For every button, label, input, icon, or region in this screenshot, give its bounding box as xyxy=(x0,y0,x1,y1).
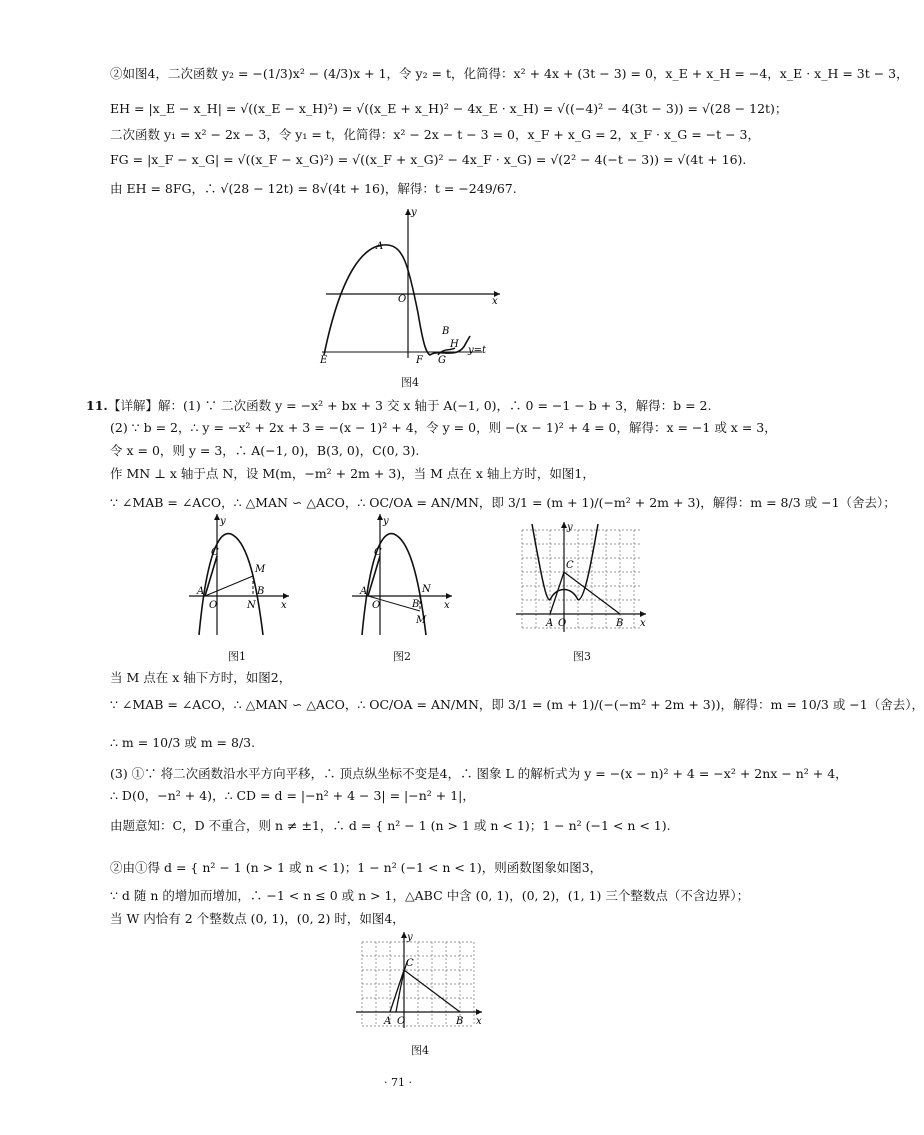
fig2-label-B: B xyxy=(412,599,420,610)
fig2-label-M: M xyxy=(416,615,427,626)
fig4b-label-y: y xyxy=(407,932,413,943)
fig4a-label-x: x xyxy=(492,296,498,307)
fig2-label-y: y xyxy=(383,516,389,527)
solution-line-18: ∵ d 随 n 的增加而增加，∴ −1 < n ≤ 0 或 n > 1，△ABC 中含 (0, 1)，(0, 2)，(1, 1) 三个整数点（不含边界）； xyxy=(110,888,750,903)
fig1-label-B: B xyxy=(257,586,265,597)
solution-line-3: 二次函数 y₁ = x² − 2x − 3，令 y₁ = t，化简得：x² − 2x − t − 3 = 0，x_F + x_G = 2，x_F · x_G = −t − 3， xyxy=(110,127,761,142)
solution-line-17: ②由①得 d = { n² − 1 (n > 1 或 n < 1)；1 − n² (−1 < n < 1)，则函数图象如图3， xyxy=(110,860,603,875)
fig2-label-x: x xyxy=(444,600,450,611)
solution-line-12: ∵ ∠MAB = ∠ACO，∴ △MAN ∽ △ACO，∴ OC/OA = AN/MN，即 3/1 = (m + 1)/(−(−m² + 2m + 3))，解得：m = 10/3 或 −1（舍去）， xyxy=(110,697,924,712)
figure-3 xyxy=(512,520,652,639)
fig4b-label-A: A xyxy=(384,1016,392,1027)
fig1-label-C: C xyxy=(211,547,219,558)
solution-line-8: 令 x = 0，则 y = 3，∴ A(−1, 0)，B(3, 0)，C(0, 3). xyxy=(110,443,420,458)
solution-line-19: 当 W 内恰有 2 个整数点 (0, 1)，(0, 2) 时，如图4， xyxy=(110,911,405,926)
solution-line-9: 作 MN ⊥ x 轴于点 N，设 M(m，−m² + 2m + 3)，当 M 点在 x 轴上方时，如图1， xyxy=(110,466,595,481)
fig3-label-y: y xyxy=(567,522,573,533)
figure-1-caption: 图1 xyxy=(228,650,246,663)
fig1-label-x: x xyxy=(281,600,287,611)
solution-line-14: (3) ①∵ 将二次函数沿水平方向平移，∴ 顶点纵坐标不变是4，∴ 图象 L 的解析式为 y = −(x − n)² + 4 = −x² + 2nx − n² + 4， xyxy=(110,766,848,781)
solution-line-13: ∴ m = 10/3 或 m = 8/3. xyxy=(110,735,256,750)
fig1-label-M: M xyxy=(255,564,266,575)
fig3-label-B: B xyxy=(616,618,624,629)
fig3-label-C: C xyxy=(566,560,574,571)
fig3-label-x: x xyxy=(640,618,646,629)
fig4a-label-y: y xyxy=(411,207,417,218)
fig3-label-A: A xyxy=(546,618,554,629)
fig4b-label-x: x xyxy=(476,1016,482,1027)
fig1-label-y: y xyxy=(220,516,226,527)
fig4a-label-O: O xyxy=(398,294,407,305)
fig1-label-A: A xyxy=(197,586,205,597)
fig3-label-O: O xyxy=(558,618,567,629)
fig2-label-N: N xyxy=(422,584,431,595)
solution-line-10: ∵ ∠MAB = ∠ACO，∴ △MAN ∽ △ACO，∴ OC/OA = AN/MN，即 3/1 = (m + 1)/(−m² + 2m + 3)，解得：m = 8/3 或 −1（舍去）； xyxy=(110,495,896,510)
solution-line-15: ∴ D(0，−n² + 4)，∴ CD = d = |−n² + 4 − 3| = |−n² + 1|， xyxy=(110,788,475,803)
solution-line-2: EH = |x_E − x_H| = √((x_E − x_H)²) = √((x_E + x_H)² − 4x_E · x_H) = √((−4)² − 4(3t − 3)) = √(28 − 12t)； xyxy=(110,101,788,116)
solution-line-7: (2) ∵ b = 2，∴ y = −x² + 2x + 3 = −(x − 1)² + 4，令 y = 0，则 −(x − 1)² + 4 = 0，解得：x = −1 或 x = 3， xyxy=(110,420,777,435)
solution-line-11: 当 M 点在 x 轴下方时，如图2， xyxy=(110,670,292,685)
fig2-label-A: A xyxy=(360,586,368,597)
figure-3-caption: 图3 xyxy=(573,650,591,663)
page-number: · 71 · xyxy=(384,1076,412,1089)
solution-line-1: ②如图4，二次函数 y₂ = −(1/3)x² − (4/3)x + 1，令 y₂ = t，化简得：x² + 4x + (3t − 3) = 0，x_E + x_H = −4，x_E · x_H = 3t − 3， xyxy=(110,66,909,81)
fig4a-label-B: B xyxy=(442,326,450,337)
fig4a-label-A: A xyxy=(376,241,384,252)
fig4a-label-F: F xyxy=(416,355,423,366)
solution-line-4: FG = |x_F − x_G| = √((x_F − x_G)²) = √((x_F + x_G)² − 4x_F · x_G) = √(2² − 4(−t − 3)) = √(4t + 16). xyxy=(110,152,747,167)
figure-2-caption: 图2 xyxy=(393,650,411,663)
figure-4-bottom xyxy=(352,930,487,1034)
figure-1 xyxy=(185,510,295,644)
fig1-label-O: O xyxy=(209,600,218,611)
fig4a-label-t: y=t xyxy=(468,345,487,356)
figure-4-top xyxy=(318,203,508,367)
fig4b-label-B: B xyxy=(456,1016,464,1027)
problem-number: 11. xyxy=(86,398,108,413)
figure-2 xyxy=(348,510,458,644)
solution-line-6: 【详解】解：(1) ∵ 二次函数 y = −x² + bx + 3 交 x 轴于 A(−1, 0)，∴ 0 = −1 − b + 3，解得：b = 2. xyxy=(108,398,712,413)
fig4a-label-H: H xyxy=(450,339,459,350)
fig4b-label-C: C xyxy=(406,958,414,969)
fig4a-label-G: G xyxy=(438,355,446,366)
fig4a-label-E: E xyxy=(320,355,328,366)
fig4b-label-O: O xyxy=(397,1016,406,1027)
fig2-label-O: O xyxy=(372,600,381,611)
solution-line-5: 由 EH = 8FG，∴ √(28 − 12t) = 8√(4t + 16)，解得：t = −249/67. xyxy=(110,181,517,196)
fig1-label-N: N xyxy=(247,600,256,611)
figure-4-top-caption: 图4 xyxy=(401,376,419,389)
solution-line-16: 由题意知：C，D 不重合，则 n ≠ ±1，∴ d = { n² − 1 (n > 1 或 n < 1)；1 − n² (−1 < n < 1). xyxy=(110,818,671,833)
figure-4-bottom-caption: 图4 xyxy=(411,1044,429,1057)
fig2-label-C: C xyxy=(374,547,382,558)
